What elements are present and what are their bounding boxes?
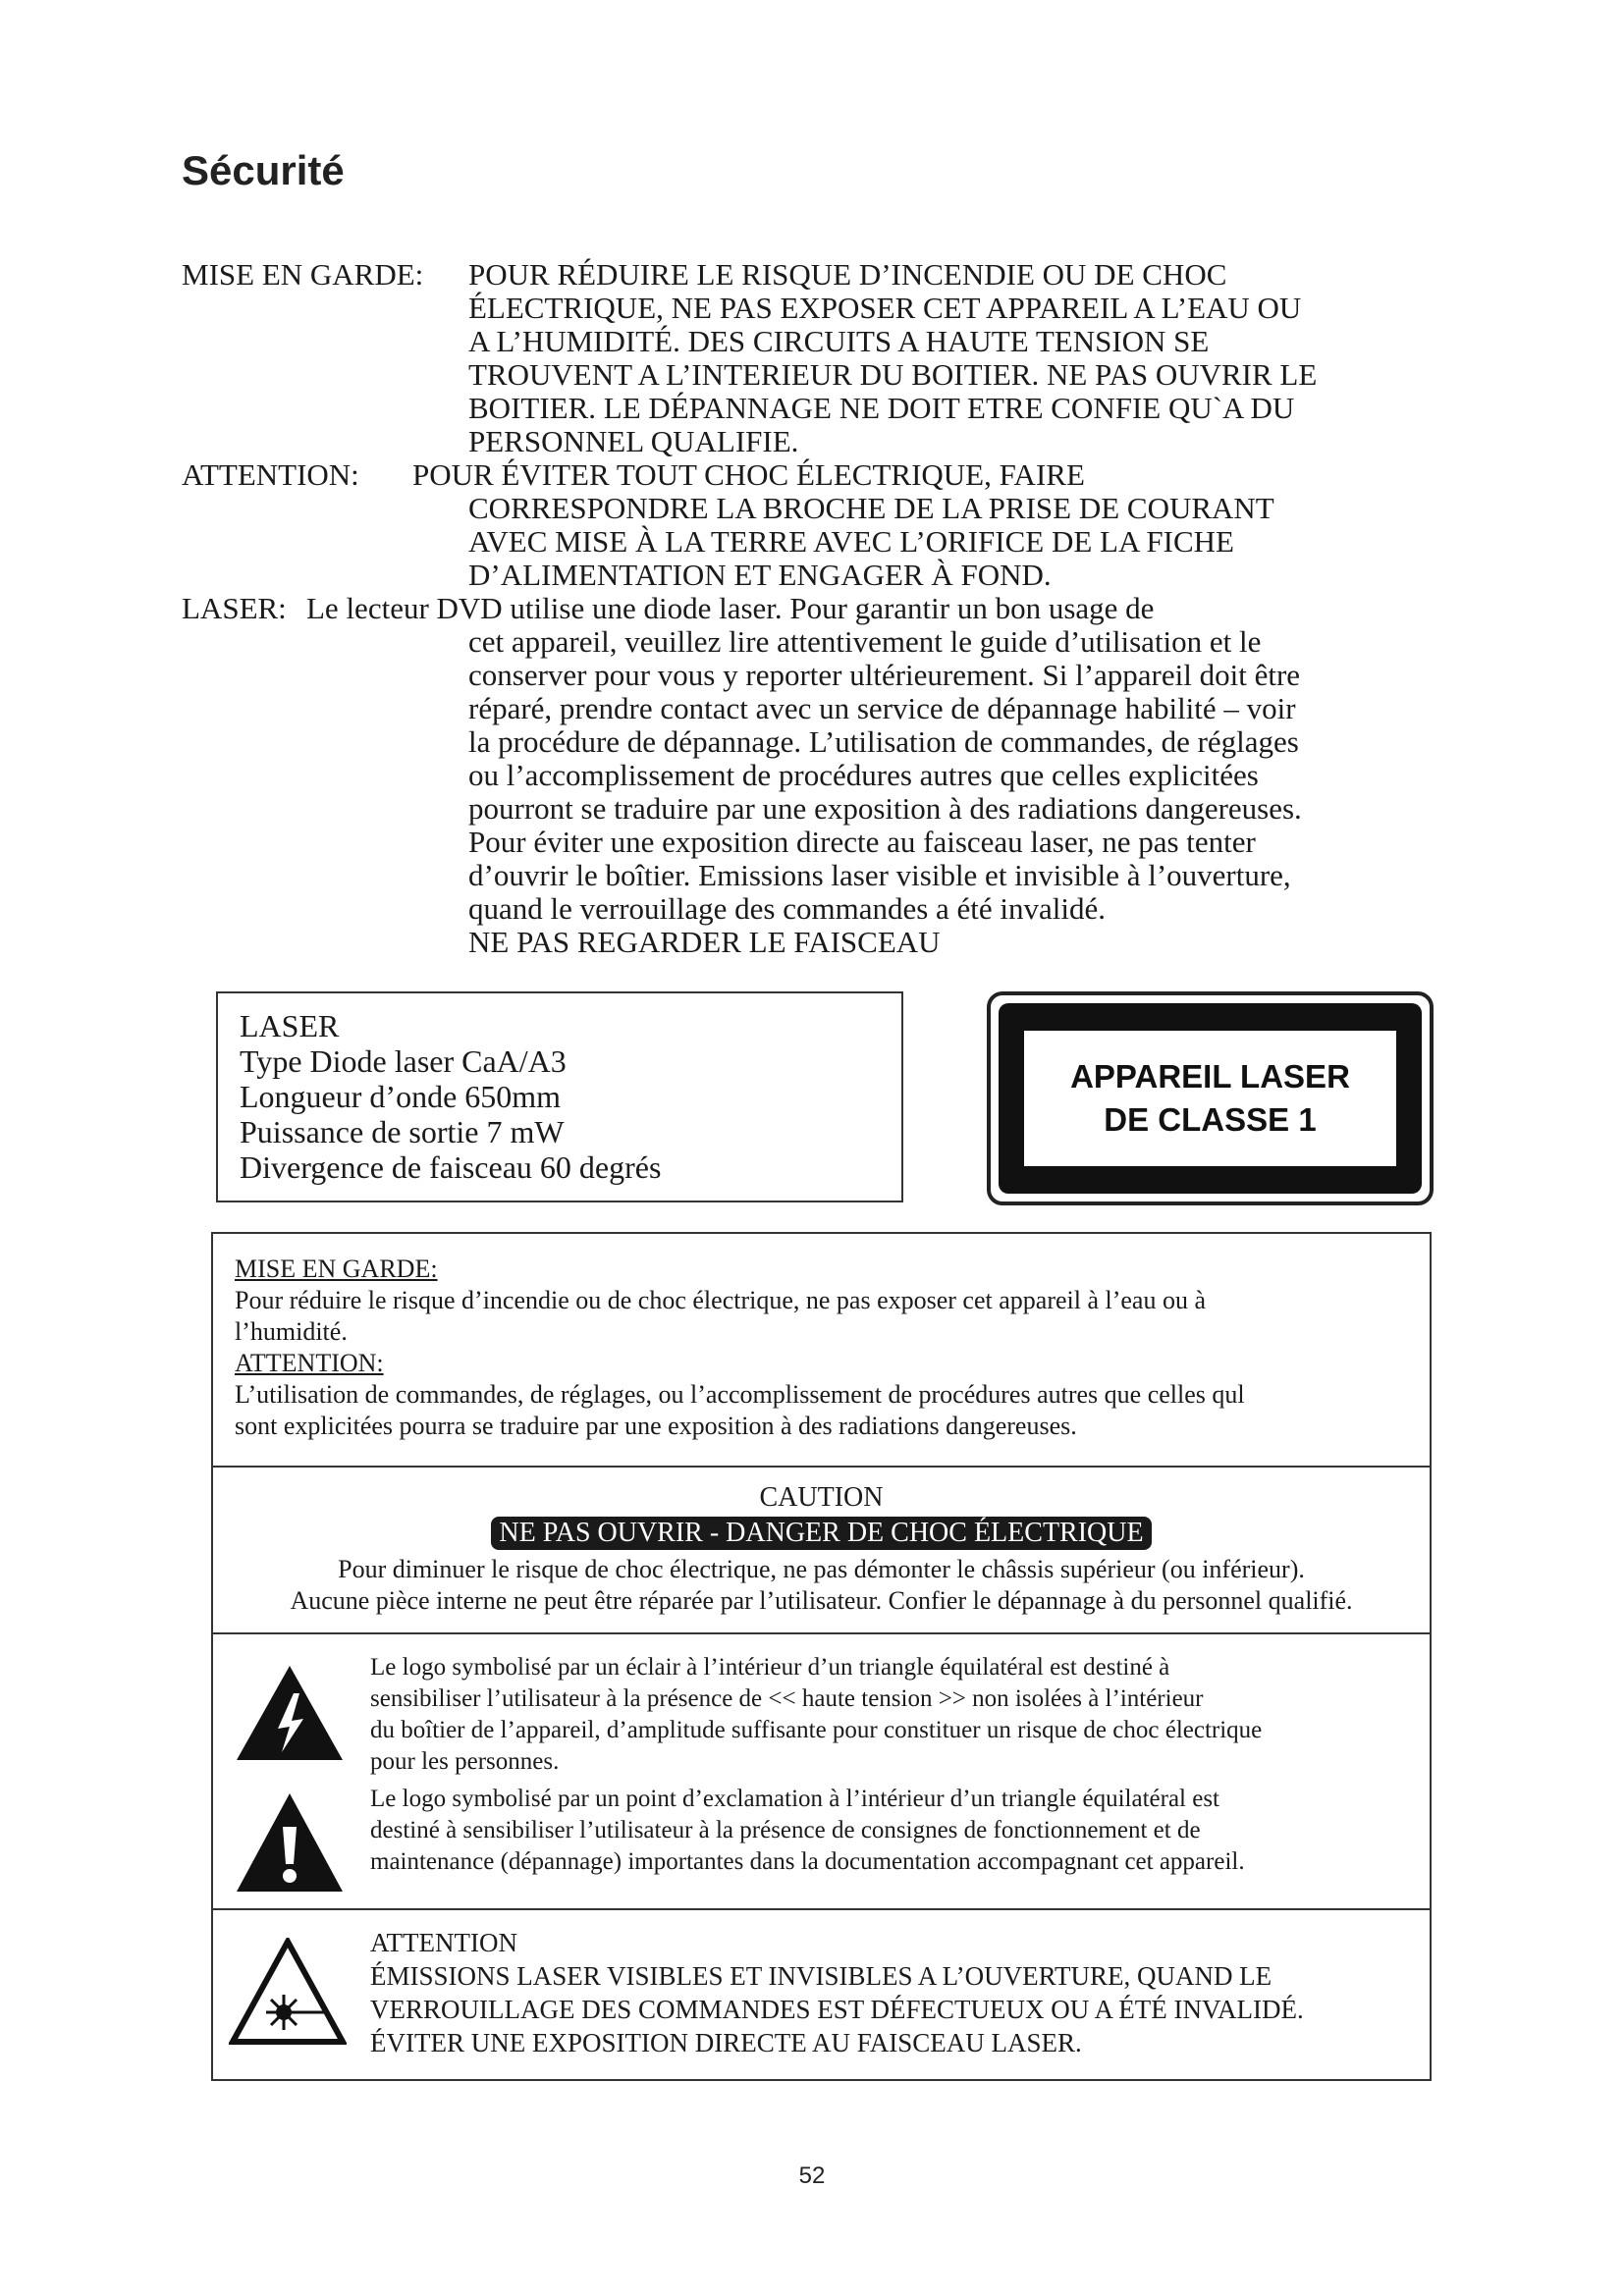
warning-line: A L’HUMIDITÉ. DES CIRCUITS A HAUTE TENSION SE [468,324,1210,358]
warning-line: POUR ÉVITER TOUT CHOC ÉLECTRIQUE, FAIRE [412,457,1085,492]
symbol-description-line: Le logo symbolisé par un éclair à l’intérieur d’un triangle équilatéral est destiné à [370,1654,1170,1681]
class-label-line: APPAREIL LASER [1070,1058,1350,1095]
notice-section-symbols [213,1634,1430,1910]
warning-lead: LASER: [182,591,287,625]
caution-line: Pour diminuer le risque de choc électrique, ne pas démonter le châssis supérieur (ou inférieur). [338,1555,1305,1583]
warning-line: la procédure de dépannage. L’utilisation de commandes, de réglages [468,724,1299,759]
warning-line: NE PAS REGARDER LE FAISCEAU [468,925,941,959]
notice-section-laser-attention [213,1910,1430,2079]
warning-line: Le lecteur DVD utilise une diode laser. Pour garantir un bon usage de [306,591,1155,625]
page-number: 52 [798,2163,826,2189]
laser-spec-line: Puissance de sortie 7 mW [240,1114,565,1149]
caution-banner: NE PAS OUVRIR - DANGER DE CHOC ÉLECTRIQUE [491,1517,1151,1550]
warning-line: CORRESPONDRE LA BROCHE DE LA PRISE DE COURANT [468,491,1274,525]
symbol-description-line: du boîtier de l’appareil, d’amplitude suffisante pour constituer un risque de choc électrique [370,1717,1263,1743]
warning-line: cet appareil, veuillez lire attentivement le guide d’utilisation et le [468,624,1262,659]
laser-attention-line: ÉVITER UNE EXPOSITION DIRECTE AU FAISCEAU LASER. [370,2028,1082,2057]
attention-heading: ATTENTION: [235,1349,384,1377]
warning-mise-en-garde [182,258,1438,458]
mise-en-garde-heading: MISE EN GARDE: [235,1255,438,1283]
notice-line: L’utilisation de commandes, de réglages, ou l’accomplissement de procédures autres que celles qul [235,1380,1245,1409]
warning-line: ou l’accomplissement de procédures autres que celles explicitées [468,758,1259,792]
laser-spec-line: Longueur d’onde 650mm [240,1079,562,1114]
warning-lead: ATTENTION: [182,457,359,492]
safety-notice-box [211,1232,1432,2081]
laser-radiation-icon [229,1938,347,2046]
warning-line: PERSONNEL QUALIFIE. [468,424,799,458]
warning-line: pourront se traduire par une exposition à des radiations dangereuses. [468,791,1302,826]
page-title: Sécurité [182,147,345,193]
warning-line: quand le verrouillage des commandes a été invalidé. [468,891,1107,926]
warning-lead: MISE EN GARDE: [182,257,424,292]
laser-spec-line: Type Diode laser CaA/A3 [240,1043,567,1079]
laser-spec-heading: LASER [240,1008,340,1043]
notice-line: Pour réduire le risque d’incendie ou de choc électrique, ne pas exposer cet appareil à l’eau ou à [235,1286,1207,1314]
warning-laser [182,592,1438,959]
symbol-description-line: maintenance (dépannage) importantes dans la documentation accompagnant cet appareil. [370,1848,1245,1875]
symbol-description-line: sensibiliser l’utilisateur à la présence de << haute tension >> non isolées à l’intérieur [370,1685,1204,1712]
warning-line: AVEC MISE À LA TERRE AVEC L’ORIFICE DE LA FICHE [468,524,1234,559]
warning-line: réparé, prendre contact avec un service de dépannage habilité – voir [468,691,1296,725]
symbol-description-line: Le logo symbolisé par un point d’exclamation à l’intérieur d’un triangle équilatéral est [370,1786,1220,1812]
warning-line: Pour éviter une exposition directe au faisceau laser, ne pas tenter [468,825,1256,859]
warning-line: d’ouvrir le boîtier. Emissions laser visible et invisible à l’ouverture, [468,858,1291,892]
symbol-description-line: pour les personnes. [370,1748,560,1775]
exclamation-warning-icon [235,1791,345,1894]
laser-class-label [987,991,1434,1205]
class-label-line: DE CLASSE 1 [1104,1101,1317,1138]
caution-line: Aucune pièce interne ne peut être réparée par l’utilisateur. Confier le dépannage à du personnel qualifié. [290,1586,1353,1615]
notice-line: sont explicitées pourra se traduire par une exposition à des radiations dangereuses. [235,1412,1077,1440]
notice-section-caution [213,1468,1430,1634]
warning-line: D’ALIMENTATION ET ENGAGER À FOND. [468,558,1052,592]
warning-line: BOITIER. LE DÉPANNAGE NE DOIT ETRE CONFIE QU`A DU [468,391,1295,425]
symbol-description-line: destiné à sensibiliser l’utilisateur à la présence de consignes de fonctionnement et de [370,1817,1201,1843]
laser-attention-line: VERROUILLAGE DES COMMANDES EST DÉFECTUEUX OU A ÉTÉ INVALIDÉ. [370,1995,1304,2024]
warning-line: ÉLECTRIQUE, NE PAS EXPOSER CET APPAREIL A L’EAU OU [468,291,1302,325]
laser-attention-line: ÉMISSIONS LASER VISIBLES ET INVISIBLES A L’OUVERTURE, QUAND LE [370,1961,1272,1991]
caution-title: CAUTION [759,1482,884,1513]
warning-line: TROUVENT A L’INTERIEUR DU BOITIER. NE PAS OUVRIR LE [468,357,1318,392]
laser-spec-line: Divergence de faisceau 60 degrés [240,1149,662,1185]
warning-attention [182,458,1438,592]
laser-specs-box [216,991,903,1202]
notice-section-warnings [213,1234,1430,1468]
notice-line: l’humidité. [235,1317,348,1346]
lightning-warning-icon [235,1664,345,1762]
warning-line: conserver pour vous y reporter ultérieurement. Si l’appareil doit être [468,658,1301,692]
laser-attention-heading: ATTENTION [370,1928,517,1957]
warning-line: POUR RÉDUIRE LE RISQUE D’INCENDIE OU DE CHOC [468,257,1227,292]
